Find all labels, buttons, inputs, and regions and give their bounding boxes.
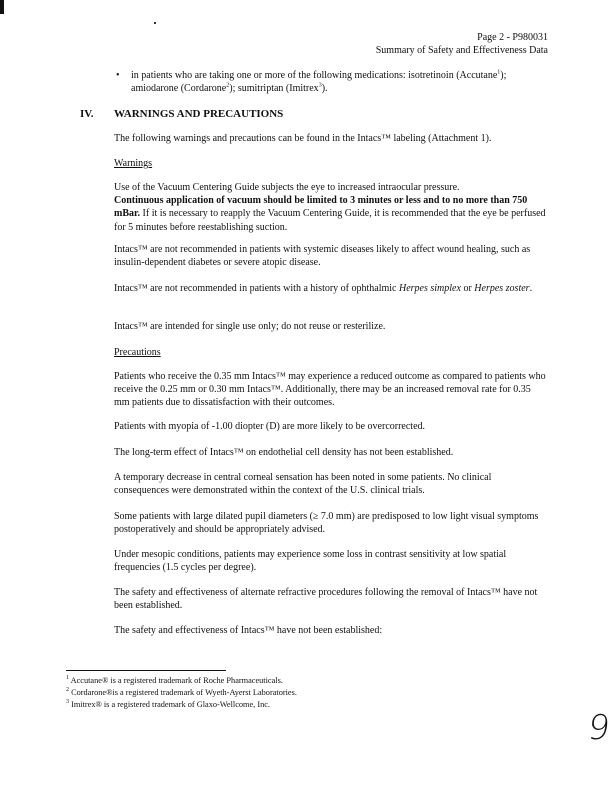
precaution-not-established: The safety and effectiveness of Intacs™ have not been established: <box>114 625 383 636</box>
section-number: IV. <box>80 108 94 120</box>
footnote-ref-3: 3 <box>318 82 322 89</box>
warning-systemic-diseases: Intacs™ are not recommended in patients with systemic diseases likely to affect wound healing, such as insulin-dependent diabetes or severe atopic disease. <box>114 244 531 269</box>
handwritten-page-number: 9 <box>585 708 612 748</box>
warning-herpes: Intacs™ are not recommended in patients with a history of ophthalmic Herpes simplex or Herpes zoster. <box>114 283 533 294</box>
precaution-mesopic: Under mesopic conditions, patients may experience some loss in contrast sensitivity at low spatial frequencies (1.5 cycles per degree). <box>114 549 507 574</box>
bullet-symbol: • <box>116 70 120 81</box>
footnote-3: $^3$ Imitrex® is a registered trademark of Glaxo-Wellcome, Inc. <box>66 699 270 709</box>
precaution-removal: The safety and effectiveness of alternate refractive procedures following the removal of Intacs™ have not been established. <box>114 587 538 612</box>
bullet-item-medications: in patients who are taking one or more of the following medications: isotretinoin (Accutane$^1$); amiodarone (Cordarone$^2$); sumitriptan (Imitrex$^3$). <box>131 69 507 95</box>
precautions-heading: Precautions <box>114 347 161 358</box>
footnote-2: $^2$ Cordarone®is a registered trademark of Wyeth-Ayerst Laboratories. <box>66 687 297 697</box>
precaution-myopia: Patients with myopia of -1.00 diopter (D) are more likely to be overcorrected. <box>114 421 426 432</box>
precaution-035mm: Patients who receive the 0.35 mm Intacs™ may experience a reduced outcome as compared to patients who receive the 0.25 mm or 0.30 mm Intacs™. Additionally, there may be an increased removal rate for 0.35 mm patients due to dissatisfaction with their outcomes. <box>114 371 546 409</box>
footnote-ref-2: 2 <box>226 82 230 89</box>
page-header-number: Page 2 - P980031 <box>477 32 548 43</box>
warning-vacuum-guide: Use of the Vacuum Centering Guide subjects the eye to increased intraocular pressure. Continuous application of vacuum should be limited to 3 minutes or less and to no more than 750 mBar. If it is necessary to reapply the Vacuum Centering Guide, it is recommended that the eye be perfused for 5 minutes before reestablishing suction. <box>114 182 546 233</box>
warnings-heading: Warnings <box>114 158 153 169</box>
warning-single-use: Intacs™ are intended for single use only; do not reuse or resterilize. <box>114 321 386 332</box>
footnote-ref-1: 1 <box>497 69 501 76</box>
footnote-1: $^1$ Accutane® is a registered trademark of Roche Pharmaceuticals. <box>66 675 283 685</box>
scan-speck <box>154 22 156 24</box>
section-intro: The following warnings and precautions can be found in the Intacs™ labeling (Attachment 1). <box>114 133 492 144</box>
warning-vacuum-limit: Continuous application of vacuum should be limited to 3 minutes or less and to no more than 750 mBar. <box>114 195 528 220</box>
scan-edge-mark <box>0 0 4 14</box>
precaution-endothelial: The long-term effect of Intacs™ on endothelial cell density has not been established. <box>114 447 454 458</box>
precaution-corneal-sensation: A temporary decrease in central corneal sensation has been noted in some patients. No clinical consequences were demonstrated within the context of the U.S. clinical trials. <box>114 472 492 497</box>
precaution-pupil-diameter: Some patients with large dilated pupil diameters (≥ 7.0 mm) are predisposed to low light visual symptoms postoperatively and should be appropriately advised. <box>114 511 539 536</box>
footnote-divider <box>66 670 226 671</box>
section-title: WARNINGS AND PRECAUTIONS <box>114 108 284 120</box>
page-header-subtitle: Summary of Safety and Effectiveness Data <box>375 45 548 56</box>
